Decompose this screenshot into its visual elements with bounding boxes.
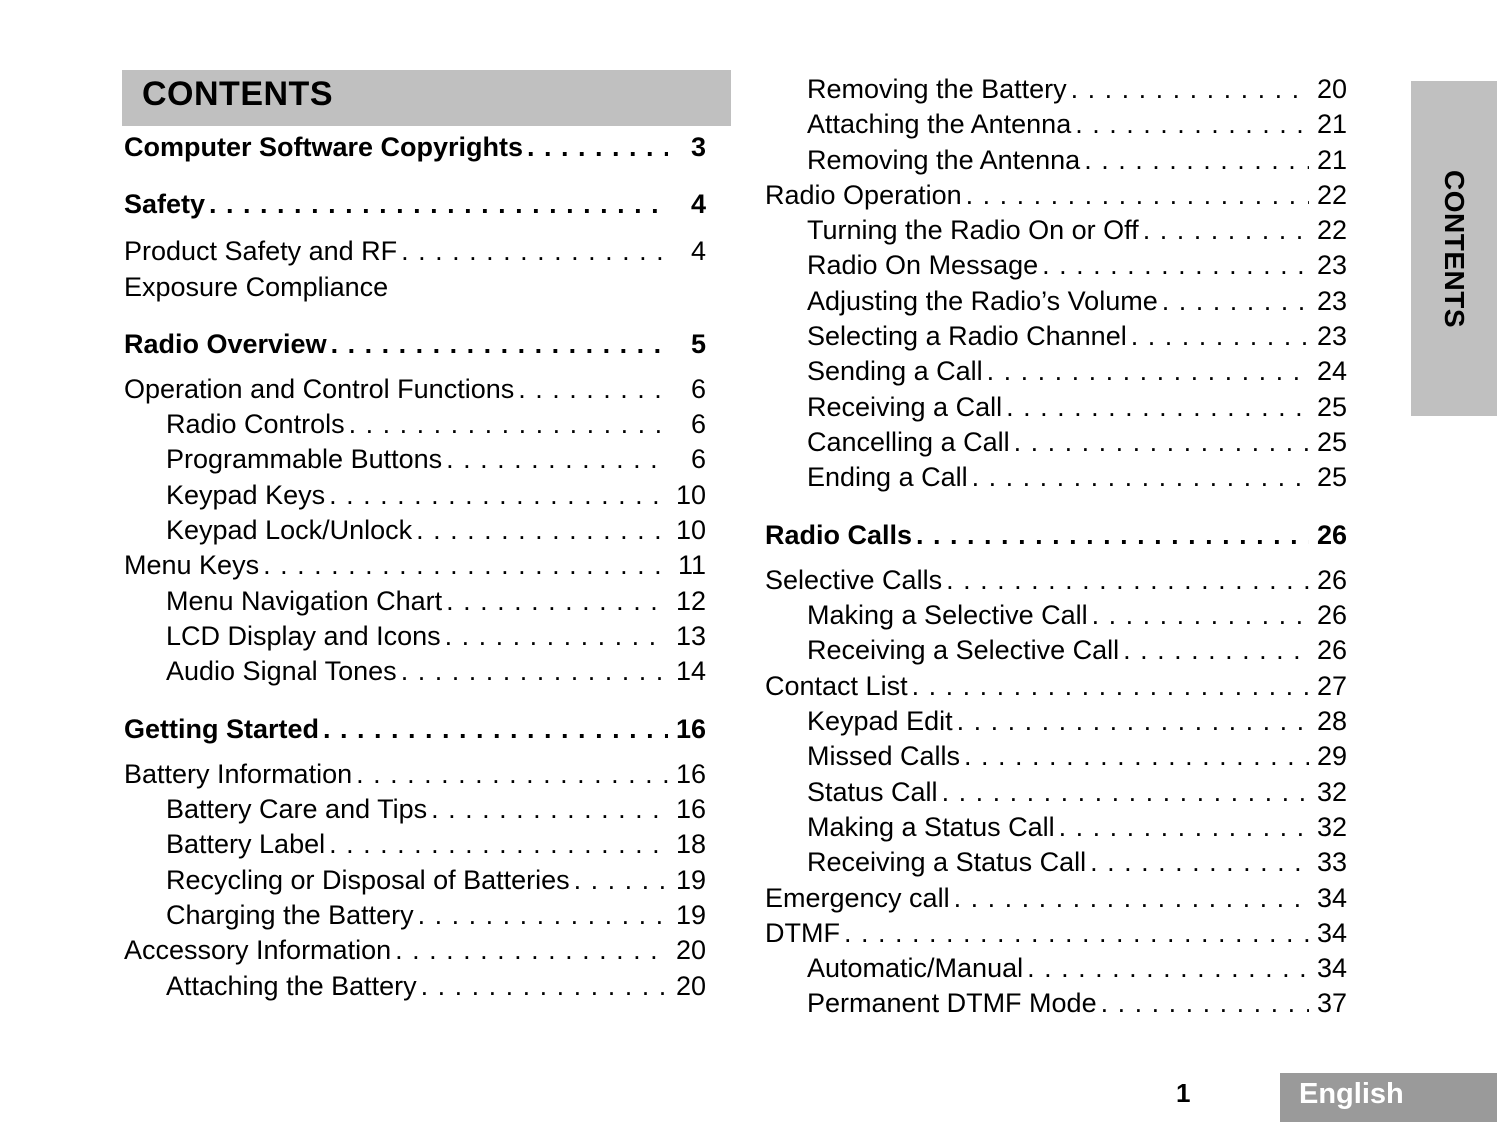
toc-entry-label: DTMF xyxy=(765,917,840,948)
toc-entry-page: 10 xyxy=(675,515,706,546)
toc-entry-label: Keypad Keys xyxy=(166,479,326,510)
toc-entry-label: Keypad Edit xyxy=(807,706,953,737)
toc-entry[interactable] xyxy=(765,986,1347,1021)
page-number: 1 xyxy=(1176,1078,1191,1108)
toc-entry-page: 26 xyxy=(1316,519,1347,550)
toc-entry-label: Audio Signal Tones xyxy=(166,656,397,687)
toc-entry[interactable] xyxy=(124,187,706,222)
toc-entry-page: 34 xyxy=(1316,953,1347,984)
dot-leader xyxy=(446,442,668,477)
toc-entry-page: 20 xyxy=(1316,74,1347,104)
toc-entry[interactable] xyxy=(765,107,1347,142)
toc-entry-page: 32 xyxy=(1316,776,1347,807)
toc-entry-page: 33 xyxy=(1316,847,1347,878)
toc-entry-page: 26 xyxy=(1316,564,1347,595)
toc-entry-label: Removing the Battery xyxy=(807,74,1067,104)
toc-entry-page: 19 xyxy=(675,900,706,931)
dot-leader xyxy=(209,187,668,222)
toc-entry-label: Operation and Control Functions xyxy=(124,373,515,404)
toc-entry[interactable] xyxy=(765,354,1347,389)
toc-entry-page: 16 xyxy=(675,794,706,825)
toc-entry-label: Keypad Lock/Unlock xyxy=(166,515,413,546)
dot-leader xyxy=(421,969,668,1004)
toc-entry-label: Automatic/Manual xyxy=(807,953,1024,984)
toc-entry-label: Missed Calls xyxy=(807,741,961,772)
toc-entry-page: 16 xyxy=(675,713,706,744)
toc-entry-page: 27 xyxy=(1316,670,1347,701)
toc-entry-page: 16 xyxy=(675,758,706,789)
toc-entry[interactable] xyxy=(765,881,1347,916)
dot-leader xyxy=(401,654,668,689)
toc-entry-page: 23 xyxy=(1316,321,1347,352)
toc-entry-label: Selective Calls xyxy=(765,564,943,595)
toc-column-right xyxy=(765,72,1347,1022)
dot-leader xyxy=(446,584,668,619)
toc-entry[interactable] xyxy=(124,933,706,968)
dot-leader xyxy=(957,704,1309,739)
toc-entry[interactable] xyxy=(765,390,1347,425)
toc-entry-label: Radio Overview xyxy=(124,328,327,359)
toc-entry-page: 5 xyxy=(690,328,706,359)
toc-entry[interactable] xyxy=(765,425,1347,460)
toc-entry-page: 6 xyxy=(690,444,706,475)
toc-entry-label: Turning the Radio On or Off xyxy=(807,215,1139,246)
toc-entry[interactable] xyxy=(124,372,706,407)
toc-entry-label: Battery Label xyxy=(166,829,326,860)
toc-entry-label: Radio On Message xyxy=(807,250,1039,281)
toc-entry-page: 22 xyxy=(1316,179,1347,210)
dot-leader xyxy=(263,548,668,583)
toc-entry-page: 34 xyxy=(1316,917,1347,948)
toc-entry[interactable] xyxy=(124,513,706,548)
toc-entry[interactable] xyxy=(765,810,1347,845)
toc-entry-label: Contact List xyxy=(765,670,908,701)
toc-entry[interactable] xyxy=(765,563,1347,598)
toc-entry[interactable] xyxy=(124,827,706,862)
toc-entry-label: Product Safety and RF Exposure Compliance xyxy=(124,235,398,302)
toc-entry-page: 18 xyxy=(675,829,706,860)
dot-leader xyxy=(1027,951,1309,986)
toc-entry-page: 20 xyxy=(675,935,706,966)
dot-leader xyxy=(1075,107,1309,142)
toc-entry-label: Accessory Information xyxy=(124,935,392,966)
dot-leader xyxy=(1101,986,1309,1021)
toc-entry-page: 32 xyxy=(1316,811,1347,842)
toc-entry-page: 25 xyxy=(1316,426,1347,457)
toc-entry[interactable] xyxy=(124,898,706,933)
toc-entry[interactable] xyxy=(124,130,706,165)
toc-entry-label: Battery Information xyxy=(124,758,353,789)
dot-leader xyxy=(964,739,1309,774)
toc-entry-label: Menu Keys xyxy=(124,550,260,581)
toc-entry-label: Making a Status Call xyxy=(807,811,1055,842)
dot-leader xyxy=(527,130,668,165)
dot-leader xyxy=(416,513,668,548)
toc-entry-label: Charging the Battery xyxy=(166,900,414,931)
toc-entry-page: 21 xyxy=(1316,144,1347,175)
toc-entry-label: Receiving a Call xyxy=(807,391,1003,422)
dot-leader xyxy=(844,916,1309,951)
toc-entry-page: 3 xyxy=(690,132,706,162)
toc-entry-page: 37 xyxy=(1316,988,1347,1019)
dot-leader xyxy=(1084,143,1309,178)
dot-leader xyxy=(912,669,1309,704)
dot-leader xyxy=(331,327,668,362)
toc-entry-page: 26 xyxy=(1316,635,1347,666)
dot-leader xyxy=(1014,425,1309,460)
dot-leader xyxy=(574,863,668,898)
dot-leader xyxy=(1006,390,1309,425)
toc-entry[interactable] xyxy=(124,407,706,442)
toc-entry[interactable] xyxy=(765,633,1347,668)
dot-leader xyxy=(1090,845,1309,880)
toc-entry-page: 14 xyxy=(675,656,706,687)
dot-leader xyxy=(954,881,1309,916)
toc-entry[interactable] xyxy=(765,669,1347,704)
toc-entry-label: Removing the Antenna xyxy=(807,144,1081,175)
toc-entry-label: Battery Care and Tips xyxy=(166,794,428,825)
toc-entry-page: 10 xyxy=(675,479,706,510)
toc-entry-label: Radio Controls xyxy=(166,409,345,440)
toc-entry[interactable] xyxy=(124,584,706,619)
dot-leader xyxy=(1162,284,1309,319)
toc-entry-page: 23 xyxy=(1316,250,1347,281)
dot-leader xyxy=(1131,319,1309,354)
toc-entry-label: Getting Started xyxy=(124,713,320,744)
toc-entry[interactable] xyxy=(765,143,1347,178)
dot-leader xyxy=(418,898,668,933)
toc-entry[interactable] xyxy=(765,72,1347,107)
toc-entry-label: Attaching the Antenna xyxy=(807,109,1072,140)
toc-entry-label: Making a Selective Call xyxy=(807,600,1088,631)
toc-entry[interactable] xyxy=(765,213,1347,248)
toc-entry[interactable] xyxy=(765,845,1347,880)
toc-entry[interactable] xyxy=(765,518,1347,553)
dot-leader xyxy=(1123,633,1309,668)
toc-entry[interactable] xyxy=(765,460,1347,495)
toc-entry-label: Sending a Call xyxy=(807,356,983,387)
toc-entry-page: 4 xyxy=(690,189,706,220)
toc-entry[interactable] xyxy=(124,548,706,583)
language-label: English xyxy=(1299,1078,1404,1110)
toc-entry[interactable] xyxy=(765,284,1347,319)
toc-entry-label: Receiving a Status Call xyxy=(807,847,1087,878)
toc-entry[interactable] xyxy=(124,327,706,362)
dot-leader xyxy=(395,933,668,968)
toc-column-left xyxy=(124,130,706,1004)
language-tab[interactable] xyxy=(1280,1073,1497,1122)
toc-entry-page: 6 xyxy=(690,409,706,440)
toc-entry[interactable] xyxy=(124,863,706,898)
dot-leader xyxy=(972,460,1309,495)
toc-entry-label: Safety xyxy=(124,189,206,220)
toc-entry-page: 26 xyxy=(1316,600,1347,631)
toc-entry-page: 25 xyxy=(1316,391,1347,422)
toc-entry[interactable] xyxy=(765,248,1347,283)
contents-header-bar xyxy=(122,70,731,126)
toc-entry-label: Emergency call xyxy=(765,882,950,913)
page-title: CONTENTS xyxy=(142,75,333,113)
toc-entry-label: Cancelling a Call xyxy=(807,426,1010,457)
toc-entry[interactable] xyxy=(124,233,706,305)
toc-entry[interactable] xyxy=(124,757,706,792)
toc-entry-label: Computer Software Copyrights xyxy=(124,132,524,162)
toc-entry-label: Receiving a Selective Call xyxy=(807,635,1120,666)
toc-entry-page: 6 xyxy=(690,373,706,404)
toc-entry-label: Recycling or Disposal of Batteries xyxy=(166,864,570,895)
toc-entry-label: Menu Navigation Chart xyxy=(166,585,443,616)
dot-leader xyxy=(431,792,668,827)
toc-entry-page: 28 xyxy=(1316,706,1347,737)
dot-leader xyxy=(946,563,1309,598)
toc-entry[interactable] xyxy=(124,654,706,689)
toc-entry[interactable] xyxy=(765,739,1347,774)
toc-entry[interactable] xyxy=(124,619,706,654)
toc-entry[interactable] xyxy=(124,478,706,513)
dot-leader xyxy=(966,178,1309,213)
toc-entry-page: 11 xyxy=(677,550,706,581)
dot-leader xyxy=(1059,810,1309,845)
dot-leader xyxy=(323,712,668,747)
dot-leader xyxy=(401,234,668,269)
toc-entry[interactable] xyxy=(124,712,706,747)
toc-entry-page: 25 xyxy=(1316,462,1347,493)
toc-entry[interactable] xyxy=(124,969,706,1004)
dot-leader xyxy=(329,478,668,513)
toc-entry-page: 13 xyxy=(675,620,706,651)
toc-entry-page: 20 xyxy=(675,970,706,1001)
toc-entry-label: Attaching the Battery xyxy=(166,970,417,1001)
dot-leader xyxy=(445,619,668,654)
side-tab-label: CONTENTS xyxy=(1439,169,1470,328)
toc-entry[interactable] xyxy=(765,319,1347,354)
toc-entry[interactable] xyxy=(765,704,1347,739)
dot-leader xyxy=(1071,72,1309,107)
toc-entry[interactable] xyxy=(765,598,1347,633)
dot-leader xyxy=(942,775,1309,810)
toc-entry-label: Programmable Buttons xyxy=(166,444,443,475)
toc-entry[interactable] xyxy=(765,951,1347,986)
toc-entry-page: 19 xyxy=(675,864,706,895)
toc-entry-page: 12 xyxy=(675,585,706,616)
toc-entry[interactable] xyxy=(765,178,1347,213)
toc-entry-label: Status Call xyxy=(807,776,938,807)
dot-leader xyxy=(916,518,1309,553)
dot-leader xyxy=(518,372,668,407)
toc-entry-page: 34 xyxy=(1316,882,1347,913)
toc-entry-label: LCD Display and Icons xyxy=(166,620,441,651)
toc-entry-page: 4 xyxy=(690,235,706,266)
dot-leader xyxy=(1143,213,1309,248)
dot-leader xyxy=(1092,598,1309,633)
dot-leader xyxy=(356,757,668,792)
dot-leader xyxy=(329,827,668,862)
toc-entry-label: Permanent DTMF Mode xyxy=(807,988,1097,1019)
toc-entry-page: 23 xyxy=(1316,285,1347,316)
toc-entry-page: 22 xyxy=(1316,215,1347,246)
toc-entry-page: 21 xyxy=(1316,109,1347,140)
toc-entry[interactable] xyxy=(765,916,1347,951)
toc-entry-label: Ending a Call xyxy=(807,462,968,493)
toc-entry-page: 24 xyxy=(1316,356,1347,387)
dot-leader xyxy=(1042,248,1309,283)
toc-entry-label: Radio Calls xyxy=(765,519,913,550)
toc-entry-label: Radio Operation xyxy=(765,179,962,210)
toc-entry[interactable] xyxy=(765,775,1347,810)
toc-entry-label: Selecting a Radio Channel xyxy=(807,321,1127,352)
dot-leader xyxy=(349,407,668,442)
dot-leader xyxy=(987,354,1309,389)
toc-entry-page: 29 xyxy=(1316,741,1347,772)
toc-entry[interactable] xyxy=(124,442,706,477)
section-side-tab[interactable] xyxy=(1411,81,1497,416)
toc-entry[interactable] xyxy=(124,792,706,827)
toc-entry-label: Adjusting the Radio’s Volume xyxy=(807,285,1158,316)
